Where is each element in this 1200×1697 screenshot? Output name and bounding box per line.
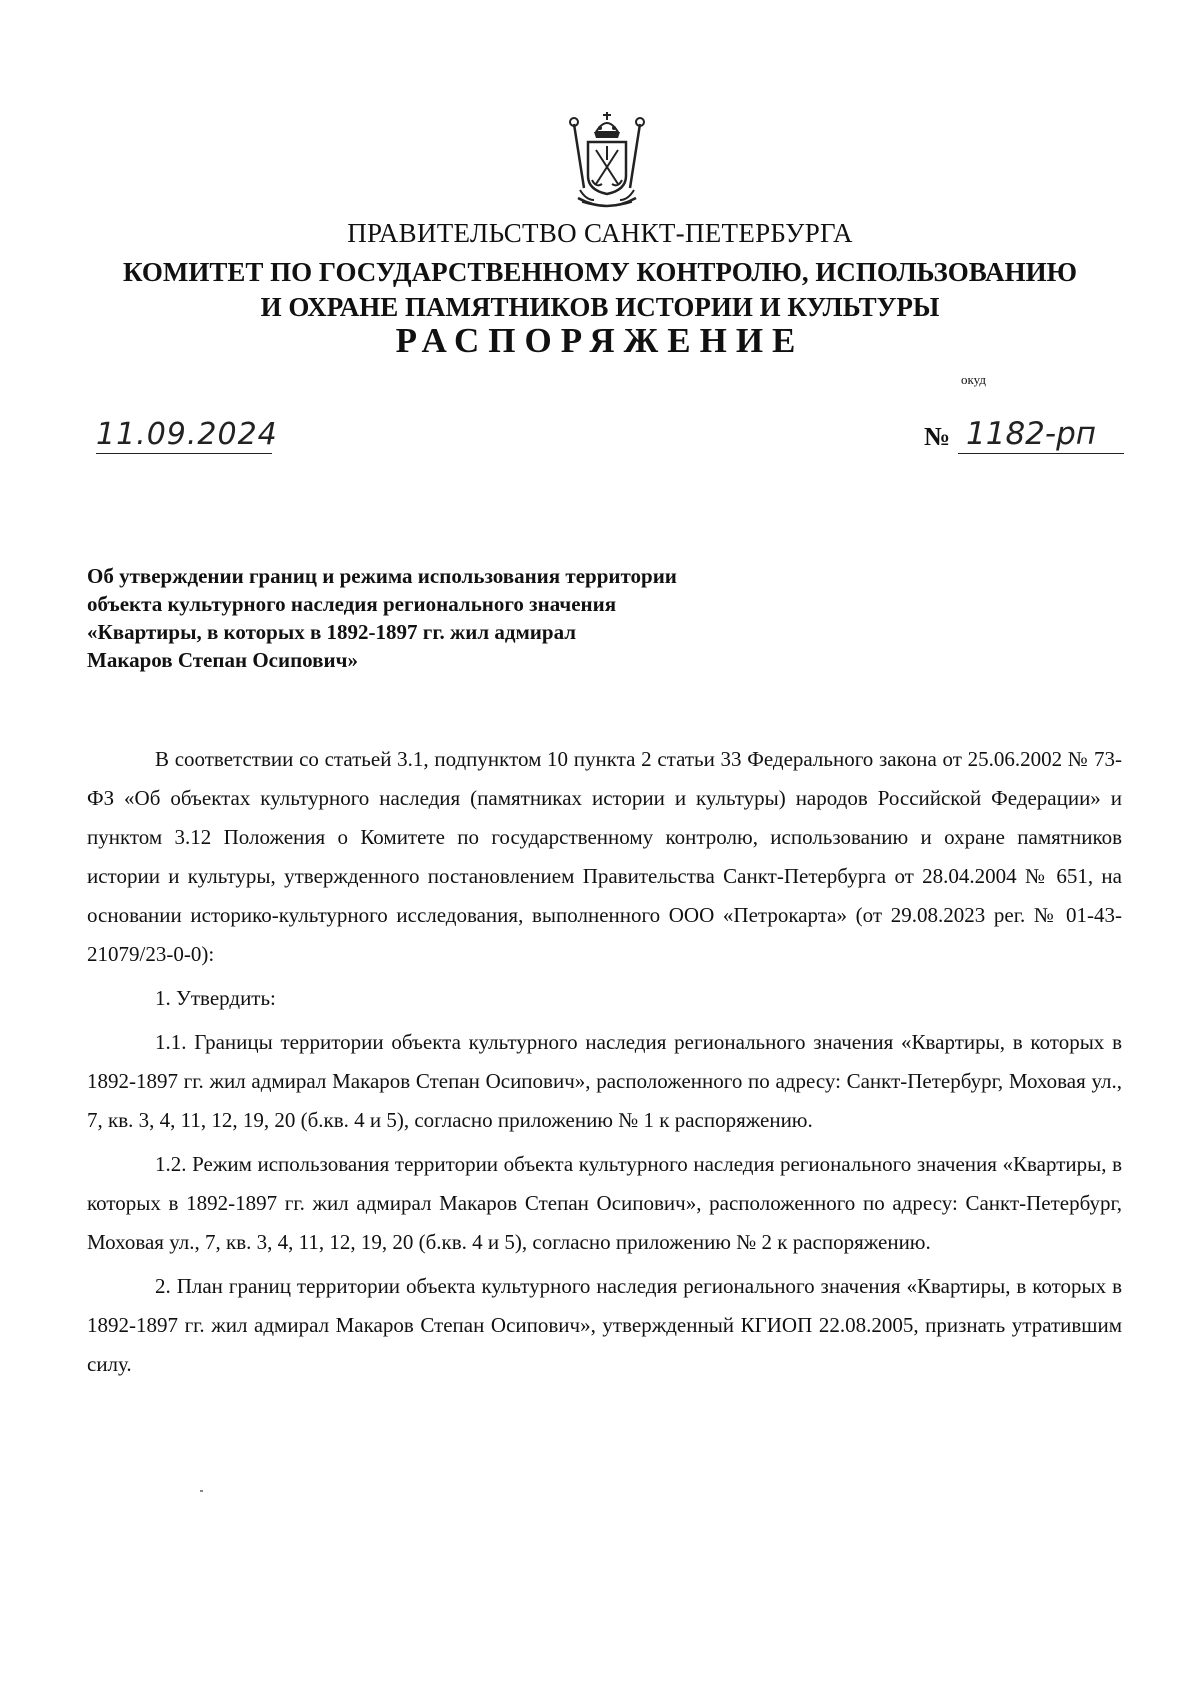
number-sign: №: [924, 422, 951, 451]
subject-line: Об утверждении границ и режима использования территории: [87, 564, 677, 588]
subject-line: объекта культурного наследия регионального значения: [87, 592, 617, 616]
spb-coat-of-arms-icon: [566, 110, 648, 214]
okud-label: окуд: [961, 372, 986, 387]
registration-date-value: 11.09.2024: [96, 417, 278, 452]
registration-date: [96, 416, 278, 456]
document-type-title: РАСПОРЯЖЕНИЕ: [395, 321, 805, 360]
document-body: [87, 740, 1122, 1389]
subject-line: «Квартиры, в которых в 1892-1897 гг. жил адмирал: [87, 620, 577, 644]
registration-number-value: 1182-рп: [966, 416, 1097, 452]
committee-title-line2: И ОХРАНЕ ПАМЯТНИКОВ ИСТОРИИ И КУЛЬТУРЫ: [260, 292, 940, 322]
item-1-1-paragraph: 1.1. Границы территории объекта культурного наследия регионального значения «Квартиры, в которых в 1892-1897 гг. жил адмирал Макаров Степан Осипович», расположенного по адресу: Санкт-Петербург, Моховая ул., 7, кв. 3, 4, 11, 12, 19, 20 (б.кв. 4 и 5), согласно приложению № 1 к распоряжению.: [87, 1030, 1122, 1132]
item-1-paragraph: 1. Утвердить:: [155, 986, 276, 1010]
registration-number: [924, 416, 1124, 456]
number-underline: [958, 453, 1124, 454]
item-2-paragraph: 2. План границ территории объекта культурного наследия регионального значения «Квартиры, в которых в 1892-1897 гг. жил адмирал Макаров Степан Осипович», утвержденный КГИОП 22.08.2005, признать утратившим силу.: [87, 1274, 1122, 1376]
committee-title-line1: КОМИТЕТ ПО ГОСУДАРСТВЕННОМУ КОНТРОЛЮ, ИСПОЛЬЗОВАНИЮ: [123, 257, 1077, 287]
scan-speck: [200, 1490, 203, 1492]
subject-line: Макаров Степан Осипович»: [87, 648, 358, 672]
document-subject: [87, 562, 847, 674]
date-underline: [96, 453, 272, 454]
item-1-2-paragraph: 1.2. Режим использования территории объекта культурного наследия регионального значения «Квартиры, в которых в 1892-1897 гг. жил адмирал Макаров Степан Осипович», расположенного по адресу: Санкт-Петербург, Моховая ул., 7, кв. 3, 4, 11, 12, 19, 20 (б.кв. 4 и 5), согласно приложению № 2 к распоряжению.: [87, 1152, 1122, 1254]
government-title: ПРАВИТЕЛЬСТВО САНКТ-ПЕТЕРБУРГА: [347, 218, 853, 248]
committee-title: [0, 255, 1200, 325]
preamble-paragraph: В соответствии со статьей 3.1, подпунктом 10 пункта 2 статьи 33 Федерального закона от 25.06.2002 № 73-ФЗ «Об объектах культурного наследия (памятниках истории и культуры) народов Российской Федерации» и пунктом 3.12 Положения о Комитете по государственному контролю, использованию и охране памятников истории и культуры, утвержденного постановлением Правительства Санкт-Петербурга от 28.04.2004 № 651, на основании историко-культурного исследования, выполненного ООО «Петрокарта» (от 29.08.2023 рег. № 01-43-21079/23-0-0):: [87, 747, 1122, 966]
